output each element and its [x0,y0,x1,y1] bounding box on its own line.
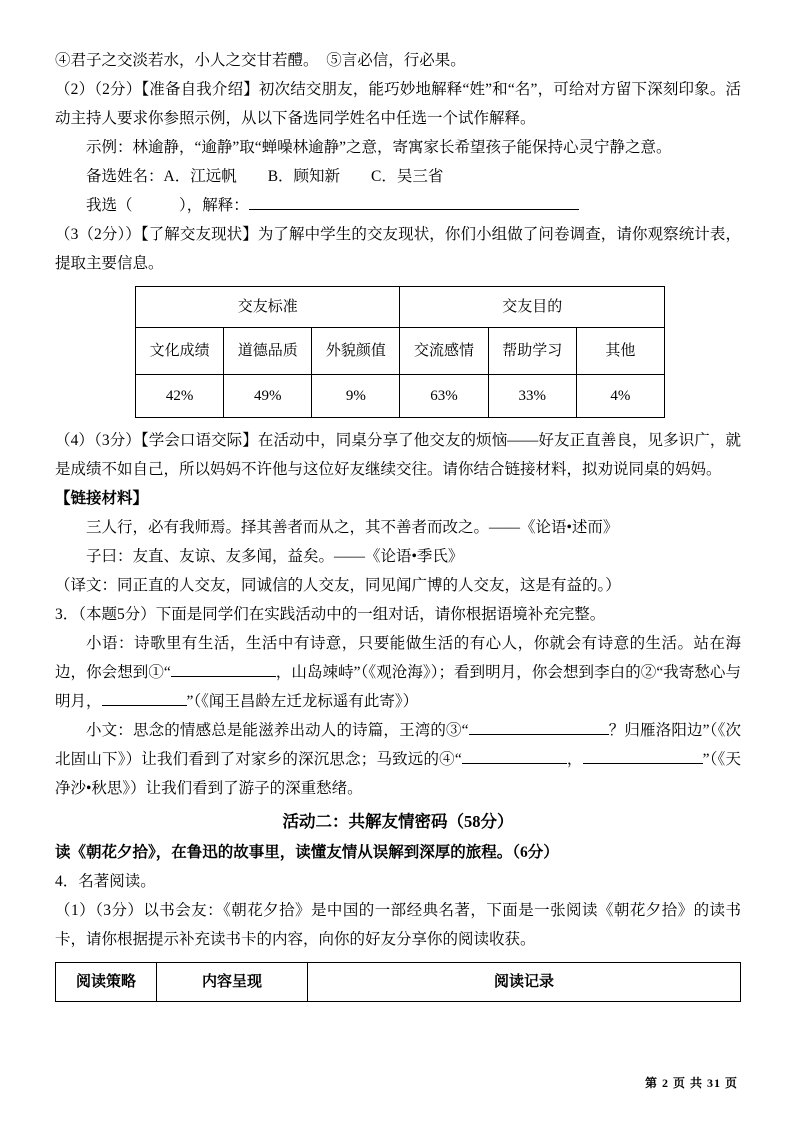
text-translation-note: （译文：同正直的人交友，同诚信的人交友，同见闻广博的人交友，这是有益的。） [55,577,621,594]
text-candidate-names: 备选姓名：A．江远帆 B．顾知新 C．吴三省 [86,168,444,185]
dialog-text: 小语：诗歌里有生活，生活中有诗意，只要能做生活的有心人，你就会有诗意的生活。站在海边，你会想到①“ [55,635,741,681]
survey-header-cell: 交流感情 [400,328,488,375]
dialog-text: ，山岛竦峙”（《观沧海》）；看到明月，你会想到李白的②“我寄愁心与明月， [55,664,741,710]
page-footer: 第 2 页 共 31 页 [644,1076,738,1090]
dialog-text: 小文：思念的情感总是能滋养出动人的诗篇，王湾的③“ [86,722,469,739]
text-question-3-dialog-intro: 3．（本题5分）下面是同学们在实践活动中的一组对话，请你根据语境补充完整。 [55,606,606,623]
text-question-2-intro: （2）（2分）【准备自我介绍】初次结交朋友，能巧妙地解释“姓”和“名”，可给对方留下深刻印象。活动主持人要求你参照示例，从以下备选同学姓名中任选一个试作解释。 [55,81,741,127]
text-question-4-1-intro: （1）（3分）以书会友：《朝花夕拾》是中国的一部经典名著，下面是一张阅读《朝花夕拾》的读书卡，请你根据提示补充读书卡的内容，向你的好友分享你的阅读收获。 [55,902,741,948]
survey-group-header-row [136,287,665,328]
survey-header-cell: 其他 [576,328,664,375]
text-linked-material-label: 【链接材料】 [55,490,149,507]
survey-value-cell: 9% [312,375,400,418]
answer-blank-line [249,195,579,210]
text-question-3-intro: （3（2分））【了解交友现状】为了解中学生的交友现状，你们小组做了问卷调查，请你观察统计表，提取主要信息。 [55,226,741,272]
text-question-4-title: 4．名著阅读。 [55,873,156,890]
section-heading-activity-2: 活动二：共解友情密码（58分） [282,812,514,831]
survey-value-row [136,375,665,418]
choice-label: 我选（ ），解释： [86,197,249,214]
survey-table [135,286,665,418]
survey-value-cell: 4% [576,375,664,418]
dialog-text: ， [566,751,583,768]
survey-value-cell: 33% [488,375,576,418]
survey-group-header-cell: 交友目的 [400,287,665,328]
poem-blank-5 [583,749,703,764]
poem-blank-1 [171,662,276,677]
reading-card-header-cell: 内容呈现 [157,963,308,1002]
survey-header-cell: 帮助学习 [488,328,576,375]
dialog-text: ”（《天净沙•秋思》）让我们看到了游子的深重愁绪。 [55,751,741,797]
survey-column-header-row [136,328,665,375]
text-dialog-xiaowen [55,716,741,803]
text-analects-quote-1: 三人行，必有我师焉。择其善者而从之，其不善者而改之。——《论语•述而》 [86,519,619,536]
survey-value-cell: 63% [400,375,488,418]
text-choice-line [55,191,741,220]
poem-blank-4 [462,749,567,764]
dialog-text: ？归雁洛阳边”（《次北固山下》）让我们看到了对家乡的深沉思念；马致远的④“ [55,722,741,768]
reading-card-header-cell: 阅读记录 [308,963,741,1002]
text-analects-quote-2: 子曰：友直、友谅、友多闻，益矣。——《论语•季氏》 [86,548,464,565]
dialog-text: ”（《闻王昌龄左迁龙标遥有此寄》） [186,693,419,710]
text-question-4-intro: （4）（3分）【学会口语交际】在活动中，同桌分享了他交友的烦恼——好友正直善良，见多识广，就是成绩不如自己，所以妈妈不许他与这位好友继续交往。请你结合链接材料，拟劝说同桌的妈妈。 [55,432,741,478]
text-activity-2-subtitle: 读《朝花夕拾》，在鲁迅的故事里，读懂友情从误解到深厚的旅程。（6分） [55,844,559,861]
survey-header-cell: 道德品质 [224,328,312,375]
reading-card-header-row [56,963,741,1002]
survey-value-cell: 42% [136,375,224,418]
text-dialog-xiaoyu [55,629,741,716]
poem-blank-2 [102,691,187,706]
poem-blank-3 [469,720,609,735]
text-example-name: 示例：林逾静，“逾静”取“蝉噪林逾静”之意，寄寓家长希望孩子能保持心灵宁静之意。 [86,139,672,156]
reading-card-table [55,962,741,1002]
survey-header-cell: 外貌颜值 [312,328,400,375]
survey-value-cell: 49% [224,375,312,418]
survey-header-cell: 文化成绩 [136,328,224,375]
reading-card-header-cell: 阅读策略 [56,963,157,1002]
text-maxims: ④君子之交淡若水，小人之交甘若醴。 ⑤言必信，行必果。 [55,52,466,69]
survey-group-header-cell: 交友标准 [136,287,400,328]
